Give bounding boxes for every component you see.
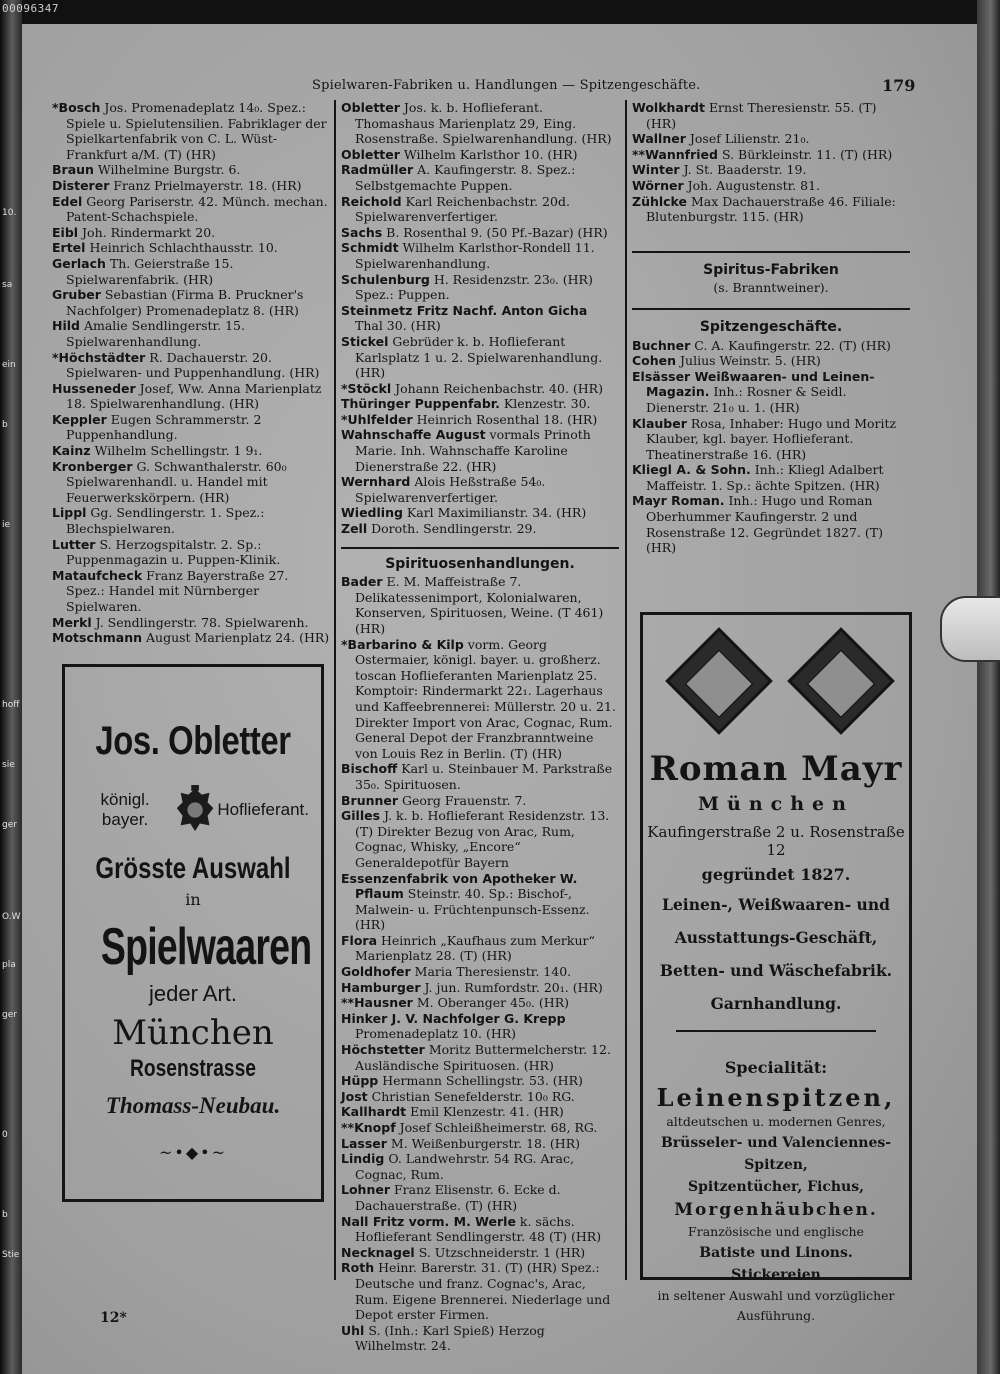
directory-entry	[341, 396, 619, 412]
royal-crest-icon	[173, 784, 217, 836]
entry-name: Keppler	[52, 411, 107, 427]
directory-entry	[341, 334, 619, 381]
entry-text: Inh.: Rosner & Seidl. Dienerstr. 21₀ u. 1. (HR)	[646, 384, 847, 415]
entry-text: A. Kaufingerstr. 8. Spez.: Selbstgemachte Puppen.	[355, 162, 576, 193]
directory-entry	[52, 568, 330, 615]
entry-text: Heinrich „Kaufhaus zum Merkur“ Marienplatz 28. (T) (HR)	[355, 932, 595, 964]
entry-text: C. A. Kaufingerstr. 22. (T) (HR)	[694, 337, 891, 353]
entry-text: Emil Klenzestr. 41. (HR)	[410, 1104, 564, 1120]
entry-name: Obletter	[341, 100, 400, 115]
running-header: Spielwaren-Fabriken u. Handlungen — Spitzengeschäfte.	[312, 78, 701, 93]
directory-entry	[52, 630, 330, 646]
ad-founded: gegründet 1827.	[701, 865, 851, 884]
directory-entry	[52, 240, 330, 256]
directory-entry	[341, 1073, 619, 1089]
entry-name: Eibl	[52, 224, 79, 240]
edge-mark: hoff	[2, 700, 20, 710]
entry-text: Joh. Augustenstr. 81.	[687, 177, 821, 193]
entry-name: Wahnschaffe August	[341, 427, 486, 443]
entry-name: Kainz	[52, 443, 91, 459]
entry-name: Disterer	[52, 177, 110, 193]
ad-company-name: Jos. Obletter	[95, 719, 291, 763]
entry-name: Wallner	[632, 131, 686, 147]
entry-name: **Hausner	[341, 995, 413, 1011]
directory-entry	[341, 1089, 619, 1105]
entry-name: Hamburger	[341, 979, 421, 995]
entry-text: Johann Reichenbachstr. 40. (HR)	[395, 380, 603, 396]
directory-entry	[341, 980, 619, 996]
entry-name: Elsässer Weißwaaren- und Leinen-Magazin.	[632, 368, 875, 400]
entry-text: Klenzestr. 30.	[503, 396, 591, 412]
entry-list	[52, 100, 330, 646]
directory-entry	[341, 793, 619, 809]
directory-entry	[632, 353, 910, 369]
entry-text: Christian Senefelderstr. 10₀ RG.	[371, 1088, 575, 1104]
entry-name: *Stöckl	[341, 380, 392, 396]
entry-text: Hermann Schellingstr. 53. (HR)	[382, 1073, 583, 1089]
entry-text: S. Herzogspitalstr. 2. Sp.: Puppenmagazin u. Puppen-Klinik.	[66, 536, 281, 568]
entry-text: J. jun. Rumfordstr. 20₁. (HR)	[424, 979, 603, 995]
ad-toys: Spielwaaren	[100, 918, 312, 976]
entry-name: Cohen	[632, 353, 677, 369]
entry-name: Thüringer Puppenfabr.	[341, 396, 500, 412]
edge-mark: 10.	[2, 208, 17, 218]
entry-text: Franz Prielmayerstr. 18. (HR)	[113, 177, 302, 193]
ad-rule	[676, 1030, 876, 1032]
entry-text: Jos. Promenadeplatz 14₀. Spez.: Spiele u. Spielutensilien. Fabriklager der Spielkartenfabrik von C. L. Wüst-Frankfurt a/M. (T) (HR)	[66, 100, 327, 162]
directory-entry	[341, 1182, 619, 1213]
entry-name: Hild	[52, 318, 80, 334]
section-rule	[632, 251, 910, 253]
entry-name: Buchner	[632, 337, 691, 353]
ad-line: Garnhandlung.	[710, 994, 842, 1013]
entry-text: Franz Elisenstr. 6. Ecke d. Dachauerstraße. (T) (HR)	[355, 1182, 561, 1213]
entry-text: Amalie Sendlingerstr. 15. Spielwarenhandlung.	[66, 318, 245, 349]
scan-id: 00096347	[2, 2, 59, 15]
directory-entry	[632, 338, 910, 354]
edge-mark: sie	[2, 760, 15, 770]
signature-mark: 12*	[100, 1310, 127, 1326]
entry-text: vormals Prinoth Marie. Inh. Wahnschaffe Karoline Dienerstraße 22. (HR)	[355, 427, 591, 474]
directory-entry	[52, 350, 330, 381]
ad-embroidery: Stickereien	[731, 1267, 821, 1283]
entry-name: *Uhlfelder	[341, 411, 413, 427]
entry-name: Wiedling	[341, 505, 403, 521]
ad-address: Kaufingerstraße 2 u. Rosenstraße 12	[647, 823, 905, 859]
ad-speciality: Specialität:	[724, 1058, 828, 1077]
entry-list	[632, 100, 910, 225]
entry-name: Kronberger	[52, 458, 133, 474]
directory-entry	[632, 416, 910, 463]
entry-list	[341, 100, 619, 537]
entry-name: **Knopf	[341, 1120, 396, 1135]
ad-city: München	[698, 793, 854, 815]
entry-text: vorm. Georg Ostermaier, königl. bayer. u. großherz. toscan Hoflieferanten Marienplatz 25. Komptoir: Rindermarkt 22₁. Lagerhaus und Kaffeebrennerei: Müllerstr. 20 u. 21. Direkter Import von Arac, Cognac, Rum. General Depot der Franzbranntweine von Louis Rez in Berlin. (T) (HR)	[355, 636, 616, 761]
entry-name: Uhl	[341, 1322, 365, 1338]
section-title-spitzen: Spitzengeschäfte.	[699, 318, 843, 335]
directory-entry	[52, 162, 330, 178]
entry-text: B. Rosenthal 9. (50 Pf.-Bazar) (HR)	[386, 224, 608, 240]
entry-name: Lohner	[341, 1182, 390, 1198]
entry-name: Nall Fritz vorm. M. Werle	[341, 1213, 516, 1229]
entry-text: August Marienplatz 24. (HR)	[146, 630, 330, 646]
entry-text: Inh.: Kliegl Adalbert Maffeistr. 1. Sp.: ächte Spitzen. (HR)	[646, 462, 884, 493]
entry-name: Kallhardt	[341, 1104, 407, 1120]
section-rule	[341, 547, 619, 549]
directory-entry	[632, 147, 910, 163]
entry-name: Reichold	[341, 193, 402, 209]
entry-name: Braun	[52, 162, 94, 178]
entry-name: Gruber	[52, 287, 101, 303]
directory-entry	[341, 225, 619, 241]
entry-text: Josef Schleißheimerstr. 68, RG.	[399, 1120, 598, 1135]
directory-entry	[52, 615, 330, 631]
directory-entry	[52, 100, 330, 162]
ad-french: Französische und englische	[688, 1224, 864, 1239]
entry-name: Edel	[52, 193, 83, 209]
roman-mayr-advertisement	[640, 612, 912, 1323]
entry-text: Eugen Schrammerstr. 2 Puppenhandlung.	[66, 411, 262, 443]
entry-name: Lutter	[52, 536, 96, 552]
entry-text: Karl Reichenbachstr. 20d. Spielwarenverfertiger.	[355, 193, 570, 225]
edge-mark: 0	[2, 1130, 8, 1140]
entry-text: Maria Theresienstr. 140.	[414, 964, 572, 980]
section-title-spirituosen: Spirituosenhandlungen.	[385, 555, 575, 572]
ornament-icon: ~•◆•~	[159, 1143, 227, 1162]
directory-entry	[52, 459, 330, 506]
medal-icon	[787, 627, 894, 734]
ad-genres: altdeutschen u. modernen Genres,	[666, 1114, 886, 1129]
entry-name: Roth	[341, 1260, 375, 1276]
entry-text: R. Dachauerstr. 20. Spielwaren- und Puppenhandlung. (HR)	[66, 349, 320, 381]
entry-text: Gebrüder k. b. Hoflieferant Karlsplatz 1 u. 2. Spielwarenhandlung. (HR)	[355, 333, 603, 381]
directory-entry	[52, 443, 330, 459]
entry-text: Wilhelm Karlsthor 10. (HR)	[403, 146, 578, 162]
directory-entry	[341, 1151, 619, 1182]
entry-name: Mataufcheck	[52, 567, 143, 583]
entry-text: Josef Lilienstr. 21₀.	[689, 131, 810, 147]
entry-text: Max Dachauerstraße 46. Filiale: Blutenburgstr. 115. (HR)	[646, 193, 896, 225]
directory-entry	[341, 272, 619, 303]
directory-entry	[52, 412, 330, 443]
entry-name: Ertel	[52, 240, 86, 256]
directory-entry	[632, 369, 910, 416]
directory-entry	[341, 100, 619, 147]
ad-in: in	[185, 890, 201, 909]
ad-royal-line	[65, 784, 321, 836]
directory-entry	[341, 1136, 619, 1152]
directory-entry	[341, 1042, 619, 1073]
directory-entry	[341, 761, 619, 792]
column-1	[52, 100, 330, 646]
ad-line: Ausstattungs-Geschäft,	[674, 928, 878, 947]
directory-entry	[52, 194, 330, 225]
entry-text: Wilhelmine Burgstr. 6.	[97, 162, 241, 178]
directory-entry	[632, 493, 910, 555]
ad-building: Thomass-Neubau.	[105, 1093, 281, 1118]
directory-entry	[632, 194, 910, 225]
entry-text: Ernst Theresienstr. 55. (T) (HR)	[646, 100, 877, 131]
entry-text: S. Bürkleinstr. 11. (T) (HR)	[721, 146, 893, 162]
entry-name: Jost	[341, 1088, 368, 1104]
directory-entry	[341, 303, 619, 334]
entry-list	[632, 338, 910, 556]
directory-entry	[341, 574, 619, 636]
entry-text: Heinrich Schlachthausstr. 10.	[89, 240, 278, 256]
entry-text: Thal 30. (HR)	[355, 318, 441, 334]
directory-entry	[341, 505, 619, 521]
directory-entry	[341, 1323, 619, 1354]
directory-entry	[341, 995, 619, 1011]
entry-text: Rosa, Inhaber: Hugo und Moritz Klauber, kgl. bayer. Hoflieferant. Theatinerstraße 16. (HR)	[646, 415, 897, 462]
entry-name: Bischoff	[341, 761, 398, 777]
entry-name: Brunner	[341, 792, 399, 808]
directory-entry	[52, 537, 330, 568]
ad-city: München	[112, 1013, 274, 1053]
entry-name: Zühlcke	[632, 193, 688, 209]
ad-lace: Leinenspitzen,	[656, 1083, 896, 1112]
entry-name: Mayr Roman.	[632, 493, 725, 509]
ad-line: Betten- und Wäschefabrik.	[659, 961, 893, 980]
edge-mark: b	[2, 420, 8, 430]
ad-line: Leinen-, Weißwaaren- und	[662, 895, 890, 914]
directory-entry	[52, 287, 330, 318]
directory-entry	[341, 521, 619, 537]
section-title-spiritus: Spiritus-Fabriken	[703, 261, 839, 278]
edge-mark: b	[2, 1210, 8, 1220]
edge-mark: ger	[2, 820, 17, 830]
directory-entry	[341, 933, 619, 964]
entry-name: Wolkhardt	[632, 100, 705, 115]
entry-name: Wörner	[632, 177, 684, 193]
directory-entry	[341, 147, 619, 163]
entry-name: Flora	[341, 932, 378, 948]
ad-bruxelles: Brüsseler- und Valenciennes-Spitzen,	[660, 1135, 892, 1173]
edge-mark: Stie	[2, 1250, 20, 1260]
ad-company-name: Roman Mayr	[649, 749, 903, 789]
column-divider	[334, 100, 336, 1280]
ad-greatest-selection: Grösste Auswahl	[95, 852, 291, 885]
entry-name: *Höchstädter	[52, 349, 146, 365]
directory-entry	[341, 427, 619, 474]
entry-name: Steinmetz Fritz Nachf. Anton Gicha	[341, 302, 588, 318]
directory-entry	[632, 131, 910, 147]
column-3	[632, 100, 910, 556]
entry-name: Zell	[341, 521, 368, 537]
entry-text: Heinr. Barerstr. 31. (T) (HR) Spez.: Deutsche und franz. Cognac's, Arac, Rum. Eigene Brennerei. Niederlage und Depot erster Firmen.	[355, 1260, 611, 1323]
page-clip	[940, 596, 1000, 662]
directory-entry	[52, 178, 330, 194]
entry-text: Franz Bayerstraße 27. Spez.: Handel mit Nürnberger Spielwaren.	[66, 567, 289, 614]
entry-name: Husseneder	[52, 380, 136, 396]
directory-entry	[341, 808, 619, 870]
ad-quality: in seltener Auswahl und vorzüglicher Ausführung.	[657, 1288, 895, 1323]
entry-text: Josef, Ww. Anna Marienplatz 18. Spielwarenhandlung. (HR)	[66, 380, 322, 412]
entry-name: Obletter	[341, 146, 400, 162]
directory-entry	[341, 1104, 619, 1120]
ad-royal-left: königl. bayer.	[100, 790, 150, 829]
directory-entry	[341, 637, 619, 762]
edge-mark: ein	[2, 360, 16, 370]
entry-name: Schmidt	[341, 240, 399, 256]
entry-text: S. Utzschneiderstr. 1 (HR)	[418, 1244, 586, 1260]
entry-name: Hüpp	[341, 1073, 379, 1089]
directory-entry	[341, 871, 619, 933]
entry-name: Bader	[341, 574, 383, 590]
obletter-advertisement	[62, 664, 324, 1202]
column-divider	[625, 100, 627, 1280]
entry-text: k. sächs. Hoflieferant Sendlingerstr. 48 (T) (HR)	[355, 1213, 602, 1245]
entry-text: Jos. k. b. Hoflieferant. Thomashaus Marienplatz 29, Eing. Rosenstraße. Spielwarenhandlung. (HR)	[355, 100, 612, 147]
entry-list	[341, 574, 619, 1354]
ad-tucher: Spitzentücher, Fichus,	[688, 1179, 864, 1195]
entry-text: Sebastian (Firma B. Pruckner's Nachfolger) Promenadeplatz 8. (HR)	[66, 287, 304, 318]
entry-text: M. Weißenburgerstr. 18. (HR)	[390, 1135, 580, 1151]
entry-text: Gg. Sendlingerstr. 1. Spez.: Blechspielwaren.	[66, 505, 265, 537]
entry-text: M. Oberanger 45₀. (HR)	[416, 995, 569, 1011]
entry-text: Doroth. Sendlingerstr. 29.	[371, 521, 537, 537]
entry-text: Wilhelm Karlsthor-Rondell 11. Spielwarenhandlung.	[355, 240, 595, 271]
medals	[643, 625, 909, 735]
edge-mark: pla	[2, 960, 16, 970]
entry-text: Promenadeplatz 10. (HR)	[355, 1026, 517, 1042]
entry-name: Schulenburg	[341, 271, 430, 287]
entry-name: Merkl	[52, 614, 92, 630]
entry-name: Goldhofer	[341, 964, 411, 980]
directory-entry	[341, 194, 619, 225]
entry-text: Steinstr. 40. Sp.: Bischof-, Malwein- u. Früchtenpunsch-Essenz. (HR)	[355, 886, 590, 933]
directory-entry	[632, 178, 910, 194]
directory-entry	[341, 1245, 619, 1261]
entry-name: Lasser	[341, 1135, 387, 1151]
entry-text: Georg Pariserstr. 42. Münch. mechan. Patent-Schachspiele.	[66, 193, 328, 225]
entry-name: *Barbarino & Kilp	[341, 636, 464, 652]
entry-text: Inh.: Hugo und Roman Oberhummer Kaufingerstr. 2 und Rosenstraße 12. Gegründet 1827. (T) (HR)	[646, 493, 883, 556]
entry-text: Julius Weinstr. 5. (HR)	[680, 353, 821, 369]
directory-entry	[632, 462, 910, 493]
directory-entry	[341, 162, 619, 193]
entry-text: O. Landwehrstr. 54 RG. Arac, Cognac, Rum.	[355, 1151, 574, 1182]
edge-mark: ger	[2, 1010, 17, 1020]
directory-entry	[632, 100, 910, 131]
entry-text: Karl u. Steinbauer M. Parkstraße 35₀. Spirituosen.	[355, 761, 613, 792]
entry-name: Motschmann	[52, 630, 143, 646]
medal-icon	[665, 627, 772, 734]
entry-name: Lindig	[341, 1151, 385, 1167]
entry-text: Karl Maximilianstr. 34. (HR)	[406, 505, 587, 521]
ad-royal-right: Hoflieferant.	[217, 800, 309, 819]
edge-mark: sa	[2, 280, 13, 290]
entry-name: Lippl	[52, 505, 87, 521]
entry-text: Th. Geierstraße 15. Spielwarenfabrik. (HR)	[66, 255, 234, 287]
entry-name: Kliegl A. & Sohn.	[632, 462, 751, 478]
section-subtitle: (s. Branntweiner).	[713, 280, 829, 296]
entry-name: Wernhard	[341, 474, 411, 490]
section-rule	[632, 308, 910, 310]
entry-text: G. Schwanthalerstr. 60₀ Spielwarenhandl. u. Handel mit Feuerwerkskörpern. (HR)	[66, 458, 287, 505]
page-number: 179	[882, 76, 916, 95]
ad-batiste: Batiste und Linons.	[699, 1245, 853, 1261]
entry-text: Joh. Rindermarkt 20.	[82, 224, 216, 240]
entry-name: *Bosch	[52, 100, 101, 115]
entry-name: Essenzenfabrik von Apotheker W. Pflaum	[341, 870, 578, 902]
book-edge	[977, 0, 1000, 1374]
directory-entry	[52, 505, 330, 536]
directory-entry	[52, 381, 330, 412]
entry-name: Gerlach	[52, 255, 106, 271]
ad-street: Rosenstrasse	[130, 1055, 256, 1082]
entry-name: Hinker J. V. Nachfolger G. Krepp	[341, 1010, 566, 1026]
entry-text: Heinrich Rosenthal 18. (HR)	[416, 411, 598, 427]
entry-text: Wilhelm Schellingstr. 1 9₁.	[94, 443, 263, 459]
entry-text: S. (Inh.: Karl Spieß) Herzog Wilhelmstr. 24.	[355, 1322, 545, 1354]
entry-text: Georg Frauenstr. 7.	[402, 792, 527, 808]
entry-name: Necknagel	[341, 1244, 415, 1260]
directory-entry	[341, 240, 619, 271]
directory-entry	[632, 162, 910, 178]
directory-entry	[52, 225, 330, 241]
edge-mark: ie	[2, 520, 11, 530]
entry-text: J. St. Baaderstr. 19.	[683, 162, 807, 178]
entry-name: Stickel	[341, 333, 389, 349]
edge-mark: O.W	[2, 912, 21, 922]
entry-text: Alois Heßstraße 54₀. Spielwarenverfertiger.	[355, 474, 546, 505]
entry-text: H. Residenzstr. 23₀. (HR) Spez.: Puppen.	[355, 271, 593, 303]
directory-entry	[341, 1260, 619, 1322]
facing-page-edge	[0, 0, 59, 1374]
directory-entry	[341, 412, 619, 428]
ad-every-kind: jeder Art.	[148, 981, 238, 1006]
directory-entry	[341, 964, 619, 980]
directory-entry	[52, 256, 330, 287]
entry-name: Winter	[632, 162, 680, 178]
entry-name: Gilles	[341, 808, 381, 824]
directory-entry	[341, 1120, 619, 1136]
directory-entry	[341, 474, 619, 505]
entry-name: Höchstetter	[341, 1042, 425, 1058]
entry-text: J. k. b. Hoflieferant Residenzstr. 13. (T) Direkter Bezug von Arac, Rum, Cognac, Whisky, „Encore“ Generaldepotfür Bayern	[355, 808, 610, 870]
entry-text: E. M. Maffeistraße 7. Delikatessenimport, Kolonialwaren, Konserven, Spirituosen, Weine. (T 461) (HR)	[355, 574, 604, 636]
entry-name: Radmüller	[341, 162, 414, 178]
directory-entry	[52, 318, 330, 349]
entry-text: Moritz Buttermelcherstr. 12. Ausländische Spirituosen. (HR)	[355, 1042, 611, 1073]
entry-name: Sachs	[341, 224, 383, 240]
directory-entry	[341, 381, 619, 397]
column-2	[341, 100, 619, 1354]
ad-hauben: Morgenhäubchen.	[674, 1200, 878, 1220]
directory-entry	[341, 1011, 619, 1042]
entry-name: Klauber	[632, 415, 687, 431]
entry-text: J. Sendlingerstr. 78. Spielwarenh.	[95, 614, 309, 630]
entry-name: **Wannfried	[632, 146, 718, 162]
directory-entry	[341, 1214, 619, 1245]
